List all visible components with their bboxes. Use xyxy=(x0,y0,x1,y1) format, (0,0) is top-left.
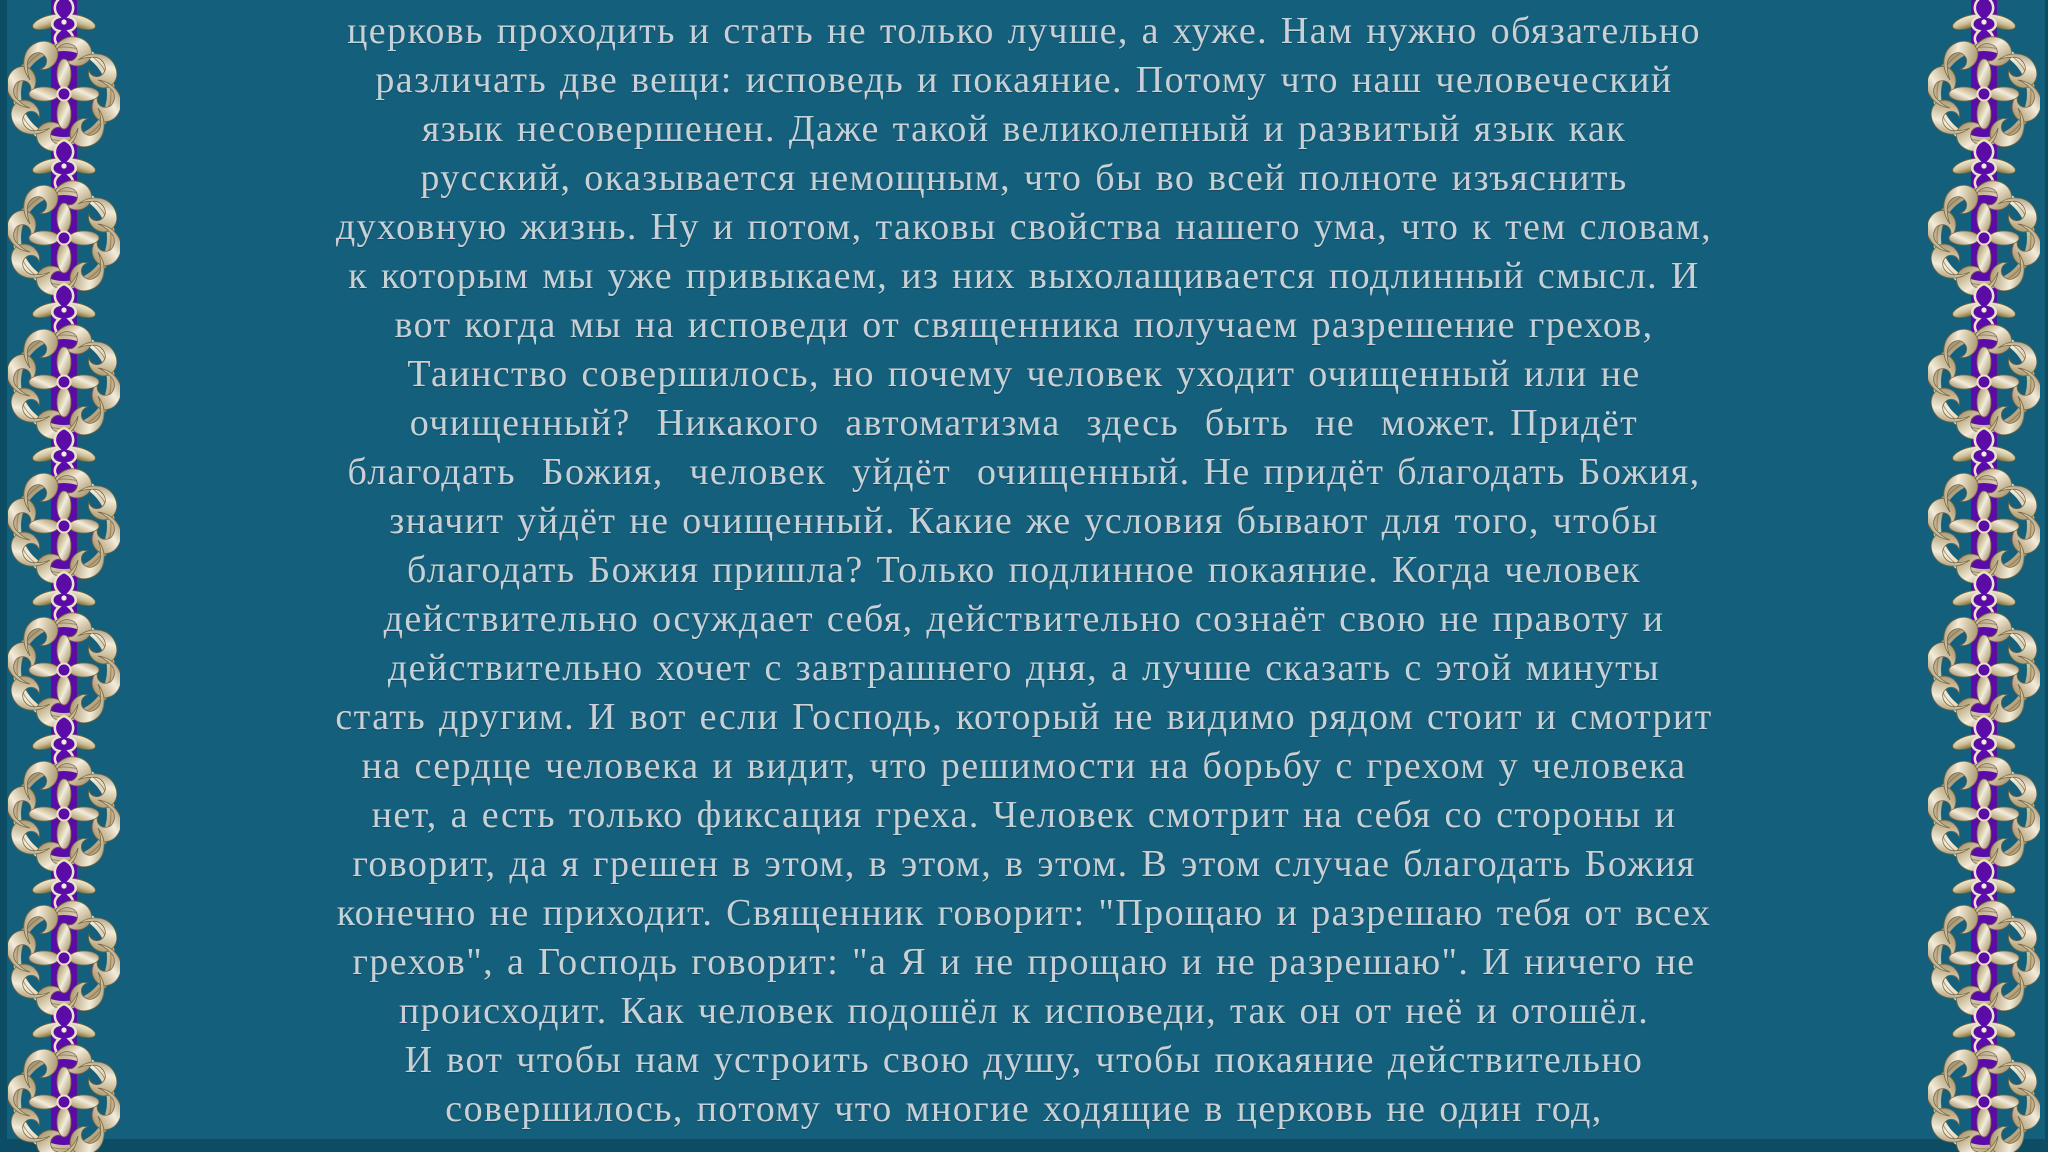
text-line: действительно хочет с завтрашнего дня, а лучше сказать с этой минуты xyxy=(387,647,1661,689)
text-line: церковь проходить и стать не только лучше, а хуже. Нам нужно обязательно xyxy=(347,10,1701,52)
text-line: на сердце человека и видит, что решимости на борьбу с грехом у человека xyxy=(361,745,1687,787)
text-line: Таинство совершилось, но почему человек уходит очищенный или не xyxy=(407,353,1641,395)
text-line: к которым мы уже привыкаем, из них выхолащивается подлинный смысл. И xyxy=(348,255,1700,297)
text-line: говорит, да я грешен в этом, в этом, в этом. В этом случае благодать Божия xyxy=(352,843,1696,885)
text-line: совершилось, потому что многие ходящие в церковь не один год, xyxy=(445,1088,1603,1130)
text-line: вот когда мы на исповеди от священника получаем разрешение грехов, xyxy=(394,304,1654,346)
text-line: происходит. Как человек подошёл к исповеди, так он от неё и отошёл. xyxy=(398,990,1650,1032)
text-line: очищенный? Никакого автоматизма здесь быть не может. Придёт xyxy=(409,402,1639,444)
text-line: грехов", а Господь говорит: "а Я и не прощаю и не разрешаю". И ничего не xyxy=(352,941,1696,983)
text-block xyxy=(130,7,1918,1134)
text-line: язык несовершенен. Даже такой великолепный и развитый язык как xyxy=(421,108,1627,150)
text-line: значит уйдёт не очищенный. Какие же условия бывают для того, чтобы xyxy=(389,500,1659,542)
text-line: нет, а есть только фиксация греха. Человек смотрит на себя со стороны и xyxy=(371,794,1677,836)
bottom-edge-shadow xyxy=(0,1139,2048,1152)
text-line: русский, оказывается немощным, что бы во всей полноте изъяснить xyxy=(420,157,1628,199)
text-line: благодать Божия, человек уйдёт очищенный. Не придёт благодать Божия, xyxy=(347,451,1701,493)
text-line: И вот чтобы нам устроить свою душу, чтобы покаяние действительно xyxy=(404,1039,1644,1081)
left-edge-shadow xyxy=(0,0,7,1152)
right-ornament-border xyxy=(1928,0,2040,1152)
text-line: благодать Божия пришла? Только подлинное покаяние. Когда человек xyxy=(406,549,1642,591)
text-line: стать другим. И вот если Господь, который не видимо рядом стоит и смотрит xyxy=(335,696,1713,738)
left-ornament-border xyxy=(8,0,120,1152)
text-line: действительно осуждает себя, действительно сознаёт свою не правоту и xyxy=(383,598,1665,640)
text-line: духовную жизнь. Ну и потом, таковы свойства нашего ума, что к тем словам, xyxy=(335,206,1713,248)
text-line: различать две вещи: исповедь и покаяние. Потому что наш человеческий xyxy=(375,59,1673,101)
text-line: конечно не приходит. Священник говорит: "Прощаю и разрешаю тебя от всех xyxy=(336,892,1712,934)
